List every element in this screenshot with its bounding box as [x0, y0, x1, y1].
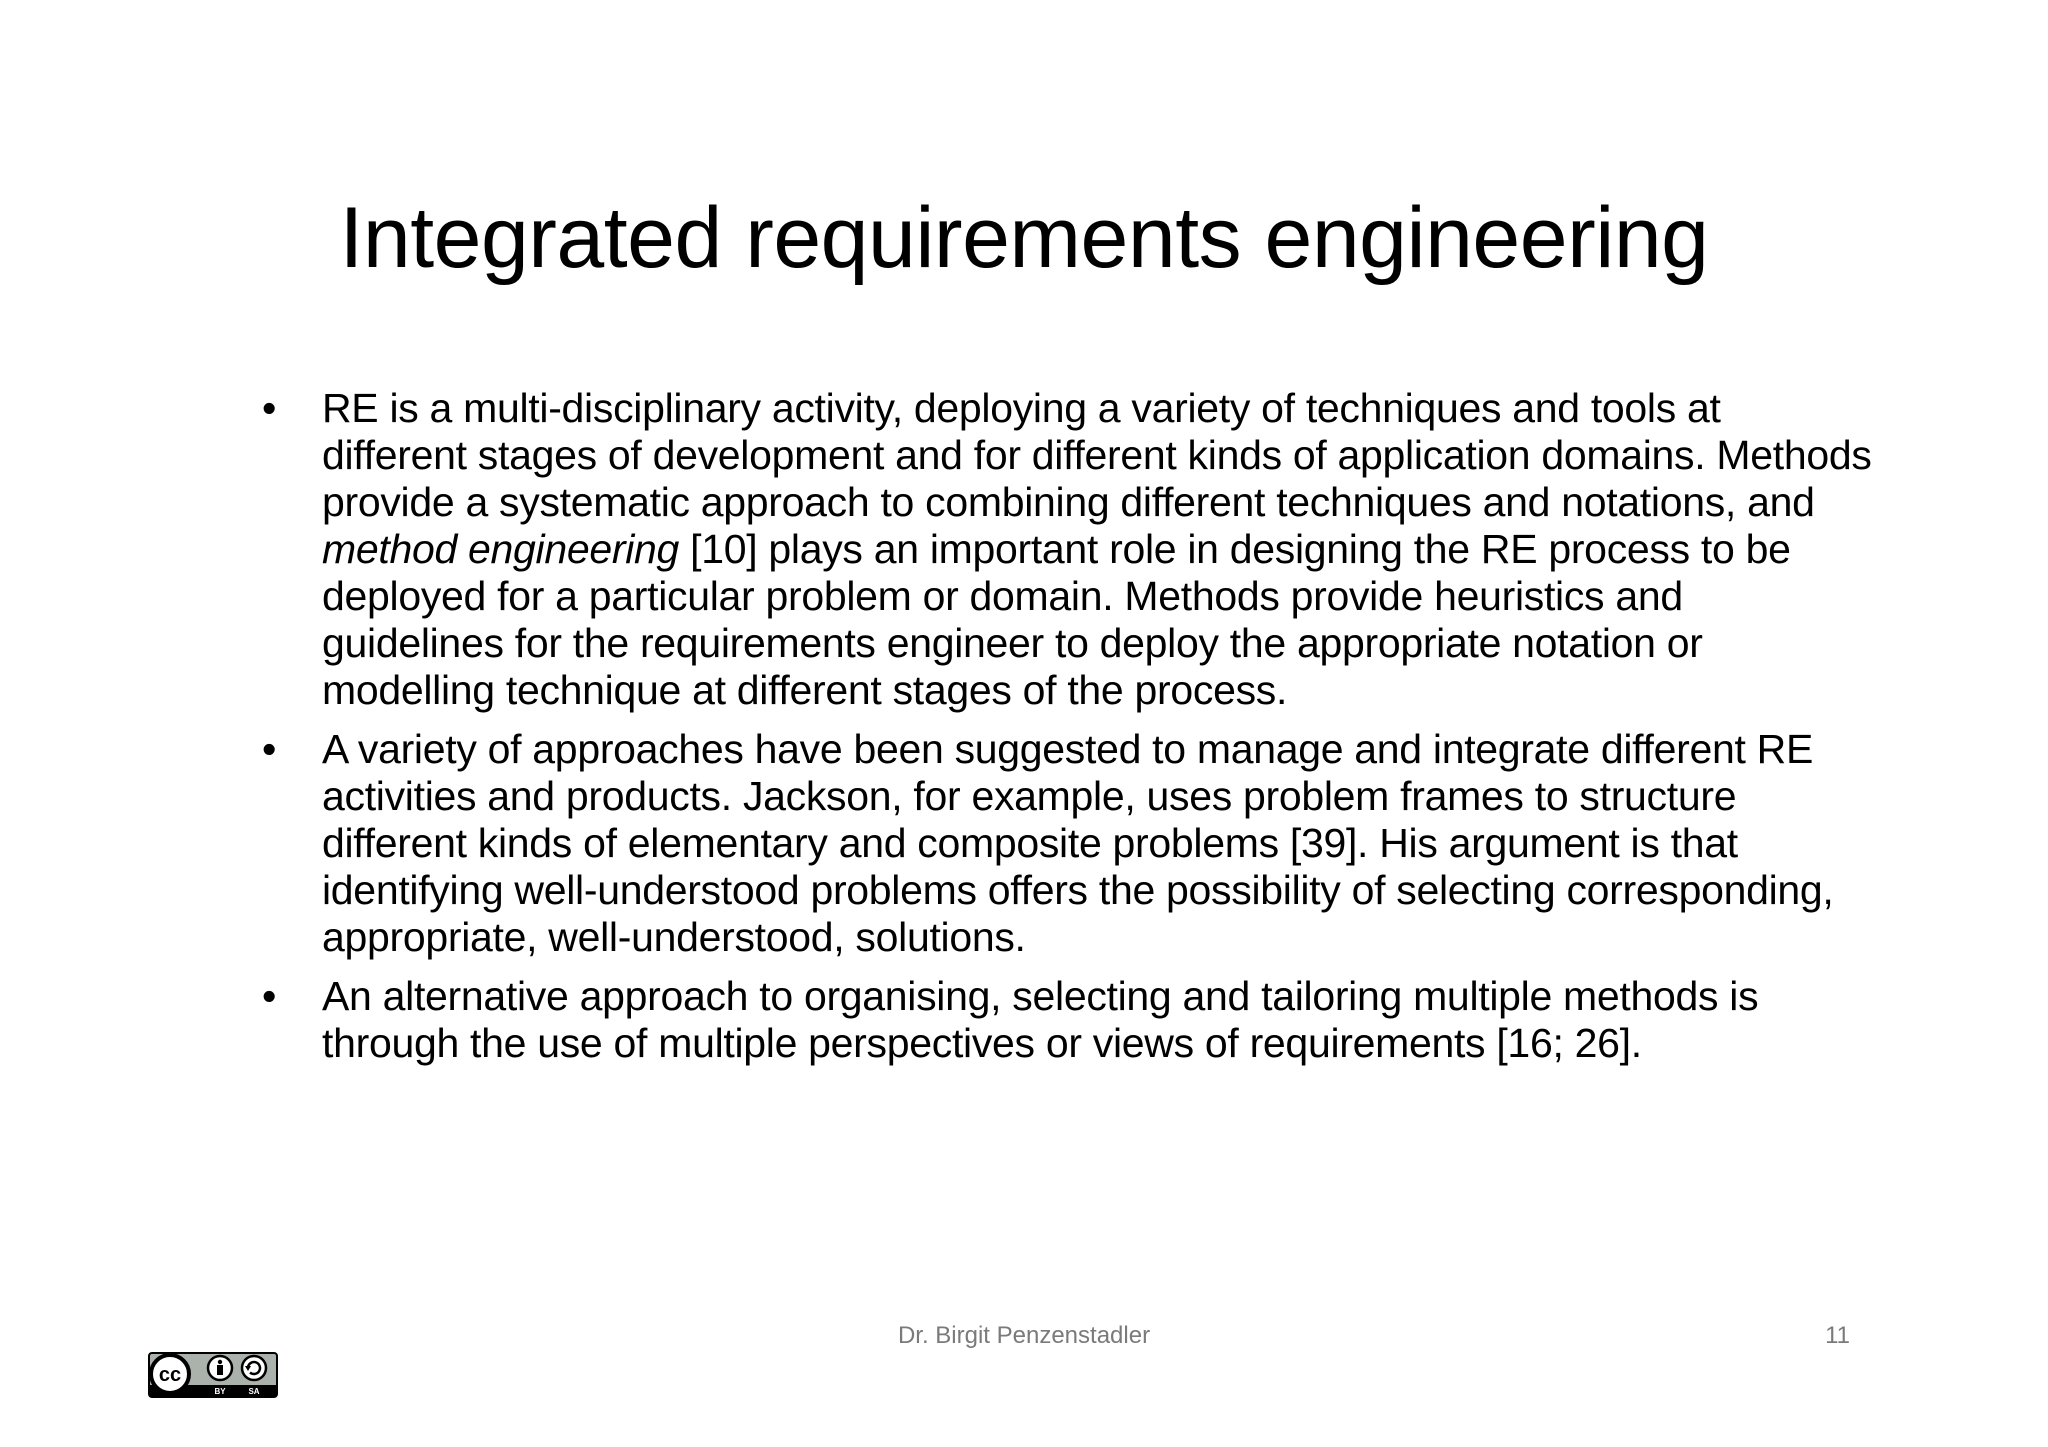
cc-by-sa-icon: [148, 1352, 278, 1398]
bullet-text: [322, 385, 1874, 714]
bullet-item: [254, 385, 1874, 714]
badge-by-text: BY: [214, 1387, 226, 1396]
bullet-dot: •: [261, 726, 277, 772]
bullet-text: An alternative approach to organising, selecting and tailoring multiple methods is through the use of multiple perspectives or views of requirements [16; 26].: [322, 973, 1759, 1066]
bullet-dot: •: [261, 385, 277, 431]
bullet-item: [254, 973, 1874, 1067]
bullet-text-after: [10] plays an important role in designing the RE process to be deployed for a particular problem or domain. Methods provide heuristics and guidelines for the requirements engineer to deploy the appropriate notation or modelling technique at different stages of the process.: [322, 526, 1791, 713]
bullet-text-before: RE is a multi-disciplinary activity, deploying a variety of techniques and tools at different stages of development and for different kinds of application domains. Methods provide a systematic approach to combining different techniques and notations, and: [322, 385, 1872, 525]
bullet-dot: •: [261, 973, 277, 1019]
bullet-item: [254, 726, 1874, 961]
bullet-text: A variety of approaches have been suggested to manage and integrate different RE activities and products. Jackson, for example, uses problem frames to structure different kinds of elementary and composite problems [39]. His argument is that identifying well-understood problems offers the possibility of selecting corresponding, appropriate, well-understood, solutions.: [322, 726, 1834, 960]
footer-author: Dr. Birgit Penzenstadler: [897, 1322, 1151, 1349]
slide-title: Integrated requirements engineering: [339, 190, 1709, 286]
badge-sa-text: SA: [248, 1387, 260, 1396]
svg-text:cc: cc: [158, 1364, 182, 1386]
bullet-emphasis: method engineering: [322, 526, 680, 572]
page-number: 11: [1825, 1322, 1850, 1349]
bullet-list: [254, 385, 1874, 1079]
